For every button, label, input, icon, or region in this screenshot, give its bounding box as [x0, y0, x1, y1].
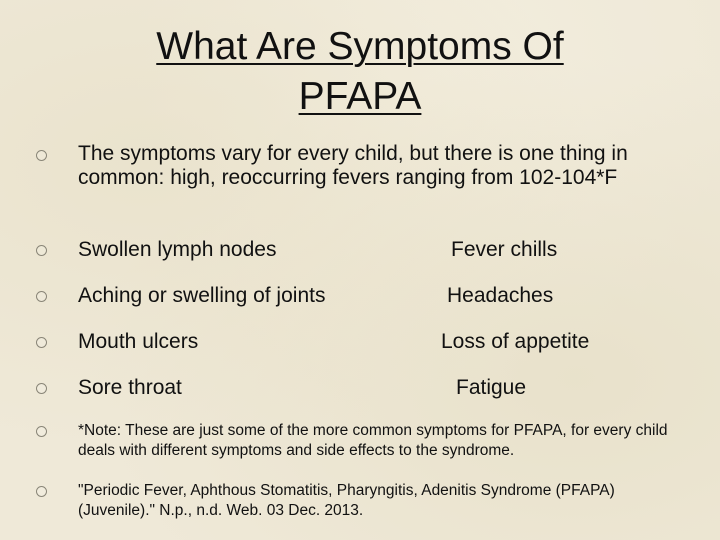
symptom-right-4: Fatigue — [456, 376, 527, 399]
symptom-left-3: Mouth ulcers — [78, 330, 199, 353]
symptom-left-2: Aching or swelling of joints — [78, 284, 326, 307]
bullet-circle-icon — [36, 245, 47, 256]
citation-text: "Periodic Fever, Aphthous Stomatitis, Pharyngitis, Adenitis Syndrome (PFAPA) (Juvenile)." N.p., n.d. Web. 03 Dec. 2013. — [78, 482, 615, 519]
symptom-right-1: Fever chills — [451, 238, 558, 261]
note-text: *Note: These are just some of the more common symptoms for PFAPA, for every child deals with different symptoms and side effects to the syndrome. — [78, 422, 668, 459]
slide-title — [60, 22, 660, 122]
symptom-left-4: Sore throat — [78, 376, 182, 399]
symptom-right-3: Loss of appetite — [441, 330, 590, 353]
symptom-left-1: Swollen lymph nodes — [78, 238, 277, 261]
bullet-circle-icon — [36, 337, 47, 348]
title-line-2: PFAPA — [298, 75, 422, 118]
bullet-circle-icon — [36, 383, 47, 394]
bullet-circle-icon — [36, 291, 47, 302]
intro-text: The symptoms vary for every child, but there is one thing in common: high, reoccurring fevers ranging from 102-104*F — [78, 142, 628, 189]
title-line-1: What Are Symptoms Of — [156, 25, 564, 68]
symptom-right-2: Headaches — [447, 284, 554, 307]
bullet-circle-icon — [36, 426, 47, 437]
bullet-circle-icon — [36, 150, 47, 161]
bullet-circle-icon — [36, 486, 47, 497]
